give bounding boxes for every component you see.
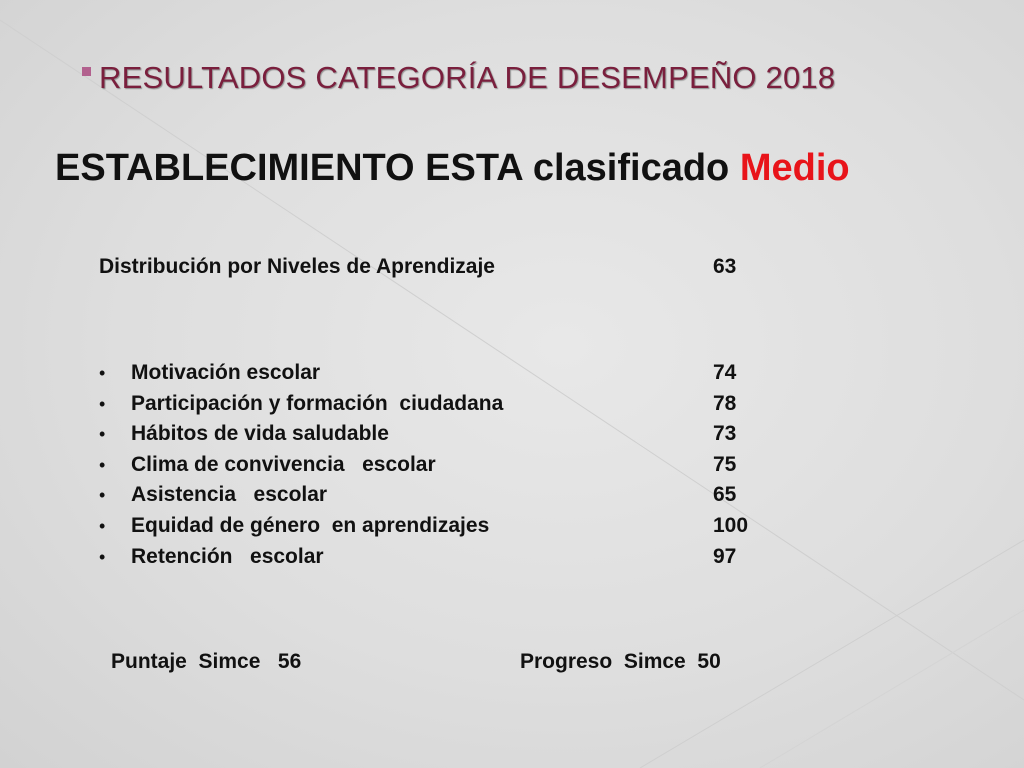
indicator-value: 78: [713, 391, 737, 415]
indicator-label: Equidad de género en aprendizajes: [131, 513, 490, 537]
indicator-label: Retención escolar: [131, 544, 324, 568]
indicator-value: 75: [713, 452, 737, 476]
indicator-value: 65: [713, 483, 737, 507]
bullet-icon: •: [99, 546, 106, 567]
indicator-value: 73: [713, 422, 737, 446]
indicator-list: [99, 358, 799, 572]
list-item: [99, 480, 799, 511]
indicator-label: Clima de convivencia escolar: [131, 452, 436, 476]
indicator-label: Asistencia escolar: [131, 483, 328, 507]
section-title: [82, 58, 835, 98]
classification-headline: [55, 142, 850, 194]
headline-text: ESTABLECIMIENTO ESTA clasificado: [55, 147, 740, 189]
indicator-value: 74: [713, 361, 737, 384]
bullet-icon: •: [99, 454, 106, 475]
bullet-icon: •: [99, 393, 106, 414]
bullet-icon: •: [99, 424, 106, 445]
distribution-row: [99, 255, 799, 285]
indicator-label: Participación y formación ciudadana: [131, 391, 504, 415]
indicator-label: Hábitos de vida saludable: [131, 422, 389, 446]
list-item: [99, 358, 799, 389]
list-item: [99, 511, 799, 542]
square-bullet-icon: [82, 67, 91, 76]
distribution-value: 63: [713, 255, 737, 278]
indicator-label: Motivación escolar: [131, 361, 321, 384]
bullet-icon: •: [99, 485, 106, 506]
simce-score: Puntaje Simce 56: [111, 650, 302, 673]
indicator-value: 100: [713, 513, 749, 537]
bullet-icon: •: [99, 515, 106, 536]
bullet-icon: •: [99, 363, 106, 383]
classification-level: Medio: [739, 147, 850, 189]
list-item: [99, 389, 799, 420]
section-title-text: RESULTADOS CATEGORÍA DE DESEMPEÑO 2018: [99, 60, 836, 95]
list-item: [99, 450, 799, 481]
indicator-value: 97: [713, 544, 737, 568]
simce-progress: Progreso Simce 50: [520, 650, 721, 673]
list-item: [99, 542, 799, 573]
list-item: [99, 419, 799, 450]
distribution-label: Distribución por Niveles de Aprendizaje: [99, 255, 495, 278]
